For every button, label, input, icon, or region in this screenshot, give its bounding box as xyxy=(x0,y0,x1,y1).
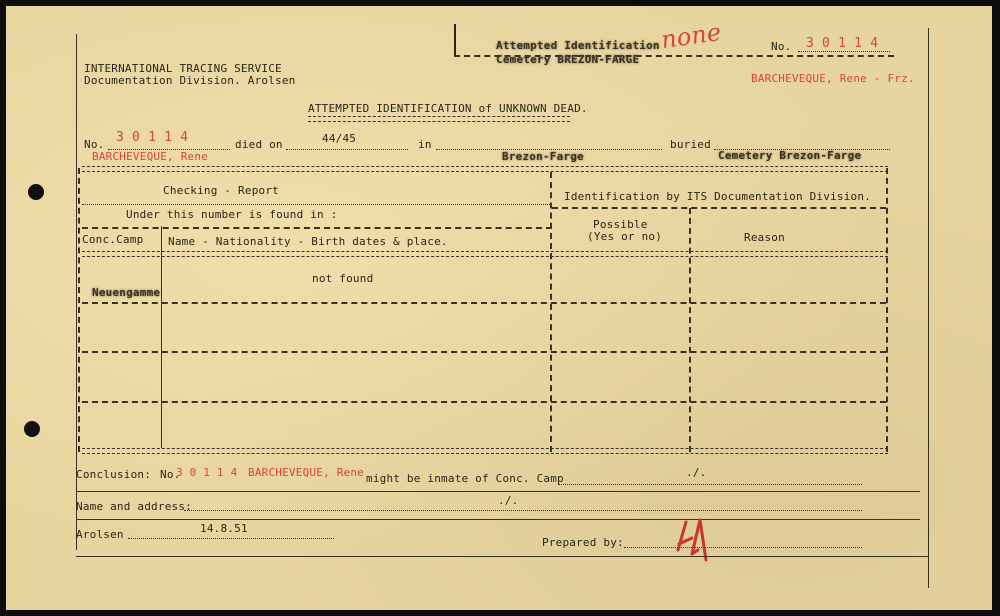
record-card xyxy=(6,6,992,610)
table-rule-1 xyxy=(82,204,552,205)
title-underline xyxy=(308,116,570,122)
died-on-value: 44/45 xyxy=(322,132,357,145)
prepared-by-dots xyxy=(624,547,862,548)
subject-name: BARCHEVEQUE, Rene xyxy=(92,150,208,163)
form-title: ATTEMPTED IDENTIFICATION of UNKNOWN DEAD. xyxy=(308,102,588,115)
column-name-nationality: Name - Nationality - Birth dates & place. xyxy=(168,235,448,248)
under-number-header: Under this number is found in : xyxy=(126,208,338,221)
died-on-label: died on xyxy=(235,138,283,151)
header-subject-name: BARCHEVEQUE, Rene - Frz. xyxy=(751,72,915,85)
identification-header: Identification by ITS Documentation Division. xyxy=(564,190,872,203)
prepared-by-label: Prepared by: xyxy=(542,536,624,549)
conclusion-dots xyxy=(558,484,862,485)
column-possible-line2: (Yes or no) xyxy=(587,230,663,243)
row1-name: not found xyxy=(312,272,374,285)
row1-conc-camp: Neuengamme xyxy=(92,286,161,299)
card-bottom-line xyxy=(76,556,928,557)
conclusion-text: might be inmate of Conc. Camp xyxy=(366,472,564,485)
in-label: in xyxy=(418,138,432,151)
name-address-value: ./. xyxy=(498,494,519,507)
stamp-line-2: Cemetery BREZON-FARGE xyxy=(496,53,640,66)
name-address-label: Name and address: xyxy=(76,500,192,513)
stamp-line-1: Attempted Identification xyxy=(496,39,660,52)
table-divider-main xyxy=(550,172,552,452)
stamp-box-left xyxy=(454,24,456,56)
handwritten-none: none xyxy=(659,17,724,55)
row-rule-1 xyxy=(82,302,886,304)
conclusion-value: ./. xyxy=(686,466,707,479)
table-rule-1-right xyxy=(552,207,886,209)
header-no-value: 3 0 1 1 4 xyxy=(806,36,879,51)
arolsen-label: Arolsen xyxy=(76,528,124,541)
arolsen-dots xyxy=(128,538,334,539)
header-separator xyxy=(82,251,888,257)
footer-rule-2 xyxy=(76,519,920,520)
conclusion-no-label: No. xyxy=(160,468,181,481)
no-label: No. xyxy=(84,138,105,151)
conclusion-no-value: 3 0 1 1 4 xyxy=(176,466,238,479)
table-right-border xyxy=(886,168,888,452)
table-rule-2 xyxy=(82,227,552,229)
buried-value: Cemetery Brezon-Farge xyxy=(718,149,862,162)
conclusion-name: BARCHEVEQUE, Rene xyxy=(248,466,364,479)
table-divider-possible xyxy=(689,208,691,452)
org-name: INTERNATIONAL TRACING SERVICE xyxy=(84,62,282,75)
header-no-dots xyxy=(798,51,890,52)
column-reason: Reason xyxy=(744,231,785,244)
table-divider-camp xyxy=(161,226,162,448)
died-on-dots xyxy=(286,149,408,150)
handwritten-initials-signature xyxy=(670,516,716,566)
column-conc-camp: Conc.Camp xyxy=(82,233,144,246)
table-bottom-border xyxy=(82,448,888,454)
row-rule-2 xyxy=(82,351,886,353)
checking-report-header: Checking - Report xyxy=(163,184,279,197)
column-possible-line1: Possible xyxy=(593,218,648,231)
in-value: Brezon-Farge xyxy=(502,150,584,163)
punch-hole-top xyxy=(28,184,44,200)
no-value: 3 0 1 1 4 xyxy=(116,130,189,145)
name-address-dots xyxy=(184,510,862,511)
frame-right-line xyxy=(928,28,929,588)
org-division: Documentation Division. Arolsen xyxy=(84,74,296,87)
row-rule-3 xyxy=(82,401,886,403)
table-top-border xyxy=(82,166,888,172)
buried-label: buried xyxy=(670,138,711,151)
footer-rule-1 xyxy=(76,491,920,492)
punch-hole-bottom xyxy=(24,421,40,437)
table-left-border xyxy=(78,168,80,452)
header-no-label: No. xyxy=(771,40,792,53)
date-value: 14.8.51 xyxy=(200,522,248,535)
conclusion-label: Conclusion: xyxy=(76,468,152,481)
